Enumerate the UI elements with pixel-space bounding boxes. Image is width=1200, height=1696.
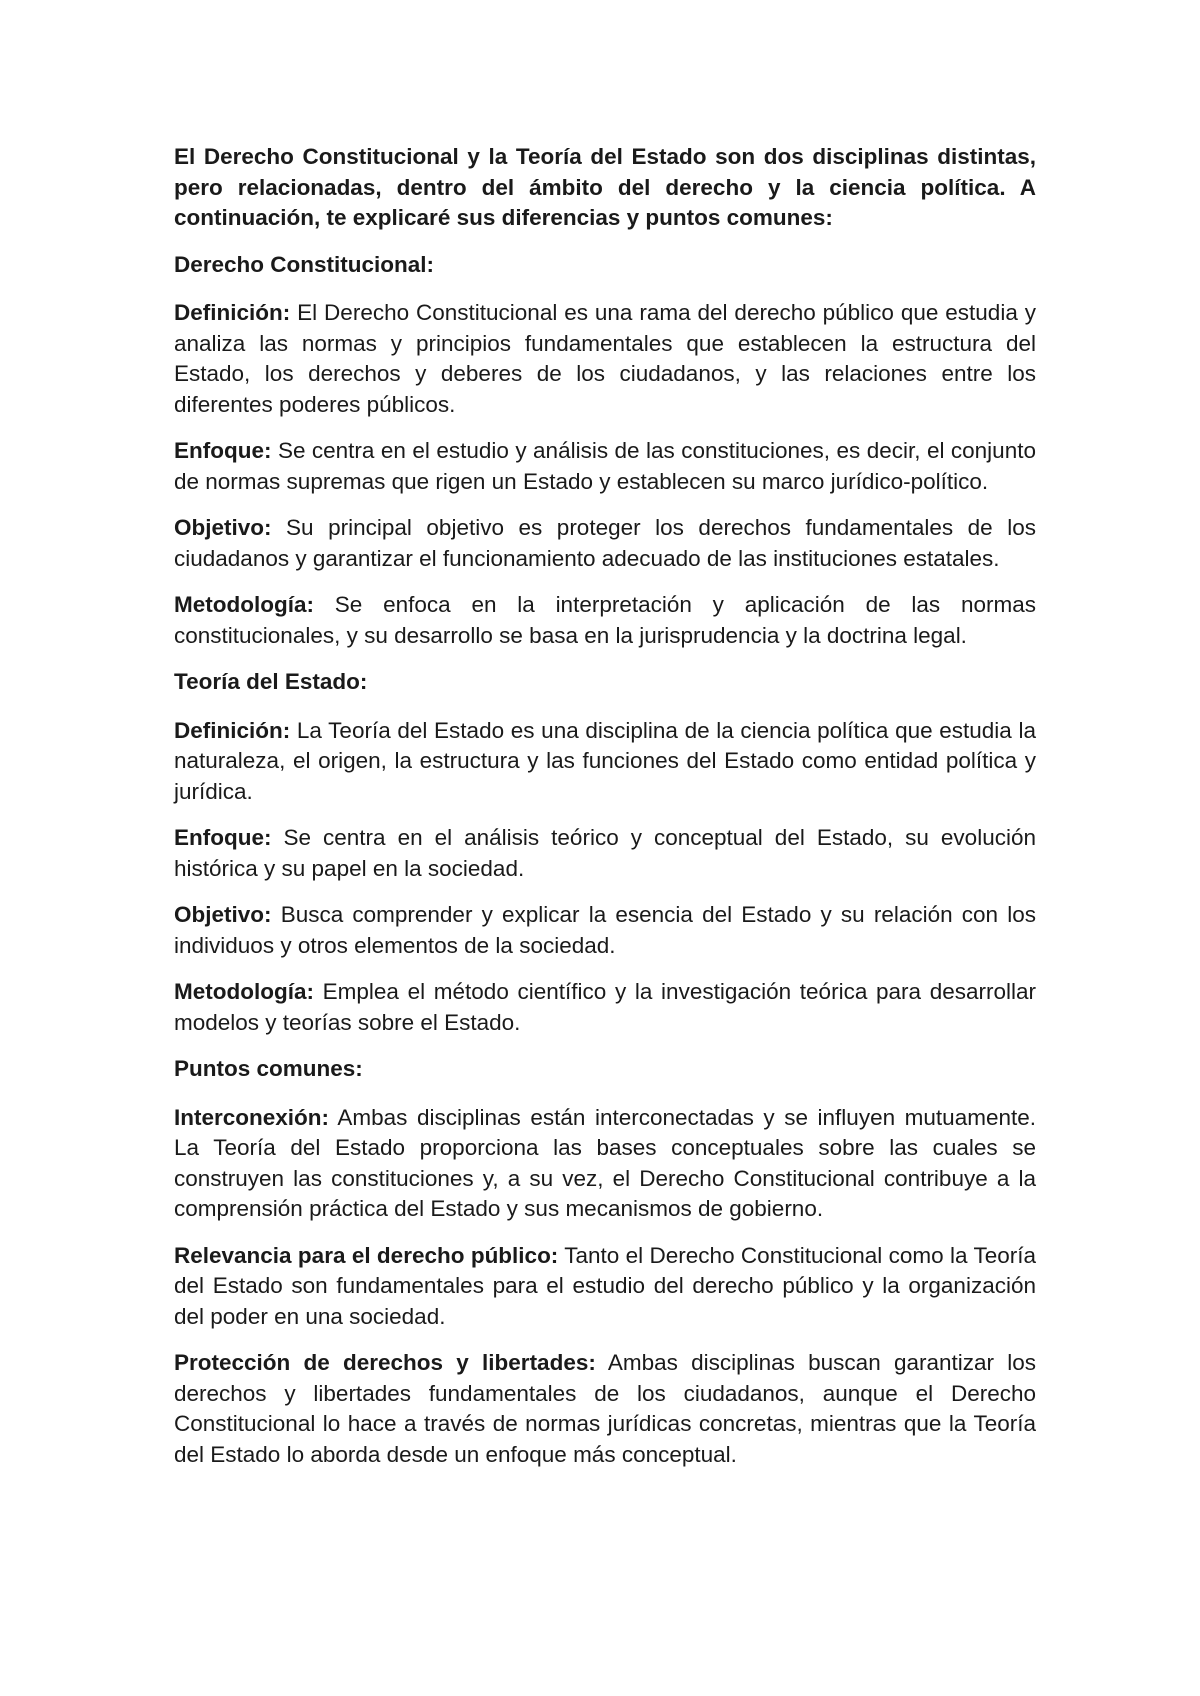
term-label: Objetivo: (174, 902, 272, 927)
term-label: Objetivo: (174, 515, 272, 540)
paragraph-dc-enfoque (174, 436, 1036, 497)
term-label: Definición: (174, 717, 291, 743)
term-label: Metodología: (174, 592, 314, 617)
paragraph-te-enfoque (174, 823, 1036, 884)
term-label: Metodología: (174, 979, 314, 1004)
paragraph-dc-objetivo (174, 513, 1036, 574)
paragraph-text: Ambas disciplinas buscan garantizar los derechos y libertades fundamentales de los ciudadanos, aunque el Derecho Constitucional lo hace a través de normas jurídicas concretas, mientras que la Teoría del Estado lo aborda desde un enfoque más conceptual. (174, 1350, 1036, 1467)
paragraph-text: Su principal objetivo es proteger los derechos fundamentales de los ciudadanos y garantizar el funcionamiento adecuado de las instituciones estatales. (174, 515, 1036, 571)
paragraph-pc-proteccion (174, 1348, 1036, 1470)
paragraph-te-objetivo (174, 900, 1036, 961)
intro-paragraph: El Derecho Constitucional y la Teoría del Estado son dos disciplinas distintas, pero relacionadas, dentro del ámbito del derecho y la ciencia política. A continuación, te explicaré sus diferencias y puntos comunes: (174, 144, 1036, 230)
term-label: Enfoque: (174, 438, 272, 463)
term-label: Enfoque: (174, 825, 272, 850)
paragraph-text: La Teoría del Estado es una disciplina de la ciencia política que estudia la naturaleza, el origen, la estructura y las funciones del Estado como entidad política y jurídica. (174, 717, 1036, 804)
section-heading-derecho-constitucional: Derecho Constitucional: (174, 251, 435, 277)
section-heading-puntos-comunes: Puntos comunes: (174, 1056, 363, 1081)
paragraph-text: Emplea el método científico y la investigación teórica para desarrollar modelos y teorías sobre el Estado. (174, 979, 1036, 1035)
paragraph-te-metodologia (174, 977, 1036, 1038)
paragraph-text: Ambas disciplinas están interconectadas y se influyen mutuamente. La Teoría del Estado proporciona las bases conceptuales sobre las cuales se construyen las constituciones y, a su vez, el Derecho Constitucional contribuye a la comprensión práctica del Estado y sus mecanismos de gobierno. (174, 1104, 1036, 1221)
paragraph-text: Se enfoca en la interpretación y aplicación de las normas constitucionales, y su desarrollo se basa en la jurisprudencia y la doctrina legal. (174, 592, 1036, 648)
term-label: Relevancia para el derecho público: (174, 1242, 559, 1268)
paragraph-text: Tanto el Derecho Constitucional como la Teoría del Estado son fundamentales para el estudio del derecho público y la organización del poder en una sociedad. (174, 1242, 1036, 1329)
term-label: Protección de derechos y libertades: (174, 1350, 596, 1375)
paragraph-text: El Derecho Constitucional es una rama del derecho público que estudia y analiza las normas y principios fundamentales que establecen la estructura del Estado, los derechos y deberes de los ciudadanos, y las relaciones entre los diferentes poderes públicos. (174, 300, 1036, 417)
paragraph-dc-definicion (174, 298, 1036, 420)
section-heading-teoria-del-estado: Teoría del Estado: (174, 669, 368, 694)
paragraph-text: Se centra en el estudio y análisis de las constituciones, es decir, el conjunto de normas supremas que rigen un Estado y establecen su marco jurídico-político. (174, 438, 1036, 494)
paragraph-text: Busca comprender y explicar la esencia del Estado y su relación con los individuos y otros elementos de la sociedad. (174, 902, 1036, 958)
document-body (174, 142, 1036, 1470)
paragraph-dc-metodologia (174, 590, 1036, 651)
paragraph-te-definicion (174, 716, 1036, 808)
term-label: Definición: (174, 300, 291, 325)
term-label: Interconexión: (174, 1104, 330, 1130)
paragraph-text: Se centra en el análisis teórico y conceptual del Estado, su evolución histórica y su papel en la sociedad. (174, 825, 1036, 881)
paragraph-pc-interconexion (174, 1103, 1036, 1225)
paragraph-pc-relevancia (174, 1241, 1036, 1333)
